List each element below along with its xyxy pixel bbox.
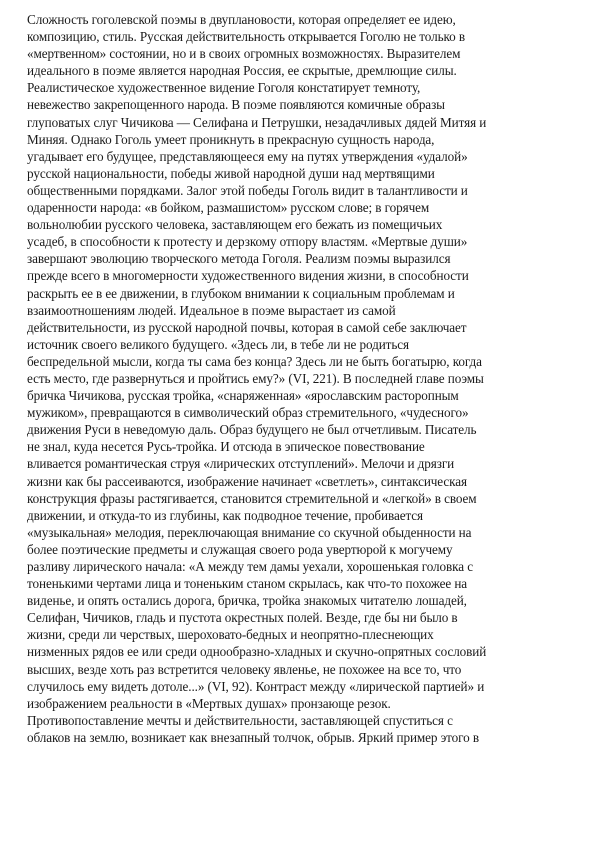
text-line: завершают эволюцию творческого метода Гоголя. Реализм поэмы выразился (27, 251, 451, 267)
text-line: разливу лирического начала: «А между тем дамы уехали, хорошенькая головка с (27, 559, 473, 574)
text-line: виденье, и опять остались дорога, бричка, тройка знакомых читателю лошадей, (27, 593, 467, 609)
text-line: действительности, из русской народной почвы, которая в самой себе заключает (27, 319, 467, 335)
text-line: Противопоставление мечты и действительности, заставляющей спуститься с (27, 712, 453, 728)
text-line: жизни, среди ли черствых, шероховато-бедных и неопрятно-плеснеющих (27, 627, 434, 643)
text-line: «музыкальная» мелодия, переключающая внимание со скучной обыденности на (27, 524, 472, 540)
text-line: не знал, куда несется Русь-тройка. И отсюда в эпическое повествование (27, 439, 425, 455)
text-line: вливается романтическая струя «лирических отступлений». Мелочи и дрязги (27, 456, 455, 472)
text-line: низменных рядов ее или среди однообразно-хладных и скучно-опрятных сословий (27, 644, 487, 660)
text-line: вольнолюбии русского человека, заставляющем его бежать из помещичьих (27, 217, 443, 233)
text-line: композицию, стиль. Русская действительность открывается Гоголю не только в (27, 29, 465, 45)
text-line: есть место, где развернуться и пройтись ему?» (VI, 221). В последней главе поэмы (27, 370, 484, 386)
text-line: более поэтические предметы и служащая своего рода увертюрой к могучему (27, 541, 453, 557)
body-text (27, 11, 572, 746)
text-line: тоненькими чертами лица и тоненьким станом скрылась, как что-то похожее на (27, 576, 468, 592)
text-line: усадеб, в способности к протесту и дерзкому отпору властям. «Мертвые души» (27, 234, 468, 250)
text-line: мужиком», превращаются в символический образ стремительного, «чудесного» (27, 405, 469, 421)
text-line: конструкция фразы растягивается, становится стремительной и «легкой» в своем (27, 490, 477, 506)
text-line: беспредельной мысли, когда ты сама без конца? Здесь ли не быть богатырю, когда (27, 353, 482, 369)
text-line: бричка Чичикова, русская тройка, «снаряженная» «ярославским расторопным (27, 388, 459, 404)
text-line: облаков на землю, возникает как внезапный толчок, обрыв. Яркий пример этого в (27, 729, 479, 745)
text-line: общественными порядками. Залог этой победы Гоголь видит в талантливости и (27, 182, 468, 198)
text-line: движении, и откуда-то из глубины, как подводное течение, пробивается (27, 507, 424, 523)
text-line: невежество закрепощенного народа. В поэме появляются комичные образы (27, 97, 445, 113)
text-line: взаимоотношениям людей. Идеальное в поэме вырастает из самой (27, 302, 396, 318)
text-line: Селифан, Чичиков, гладь и пустота окрестных полей. Везде, где бы ни было в (27, 610, 458, 626)
text-line: угадывает его будущее, представляющееся ему на путях утверждения «удалой» (27, 148, 468, 164)
text-line: высших, везде хоть раз встретится человеку явленье, не похожее на все то, что (27, 661, 462, 677)
text-line: глуповатых слуг Чичикова — Селифана и Петрушки, незадачливых дядей Митяя и (27, 114, 487, 130)
text-line: случилось ему видеть дотоле...» (VI, 92). Контраст между «лирической партией» и (27, 678, 485, 694)
text-line: Реалистическое художественное видение Гоголя констатирует темноту, (27, 80, 421, 96)
text-line: движения Руси в неведомую даль. Образ будущего не был отчетливым. Писатель (27, 422, 477, 438)
text-line: источник своего великого будущего. «Здесь ли, в тебе ли не родиться (27, 336, 409, 352)
text-line: Миняя. Однако Гоголь умеет проникнуть в прекрасную сущность народа, (27, 131, 435, 147)
text-line: раскрыть ее в ее движении, в глубоком внимании к социальным проблемам и (27, 285, 455, 301)
text-line: идеального в поэме является народная Россия, ее скрытые, дремлющие силы. (27, 63, 457, 79)
text-line: изображением реальности в «Мертвых душах» пронзающе резок. (27, 695, 391, 711)
text-line: прежде всего в многомерности художественного видения жизни, в способности (27, 268, 469, 284)
text-line: Сложность гоголевской поэмы в двуплановости, которая определяет ее идею, (27, 12, 456, 27)
text-line: русской национальности, победы живой народной души над мертвящими (27, 165, 435, 181)
text-line: одаренности народа: «в бойком, размашистом» русском слове; в горячем (27, 200, 430, 216)
text-line: жизни как бы рассеиваются, изображение начинает «светлеть», синтаксическая (27, 473, 467, 489)
text-line: «мертвенном» состоянии, но и в своих огромных возможностях. Выразителем (27, 46, 461, 62)
